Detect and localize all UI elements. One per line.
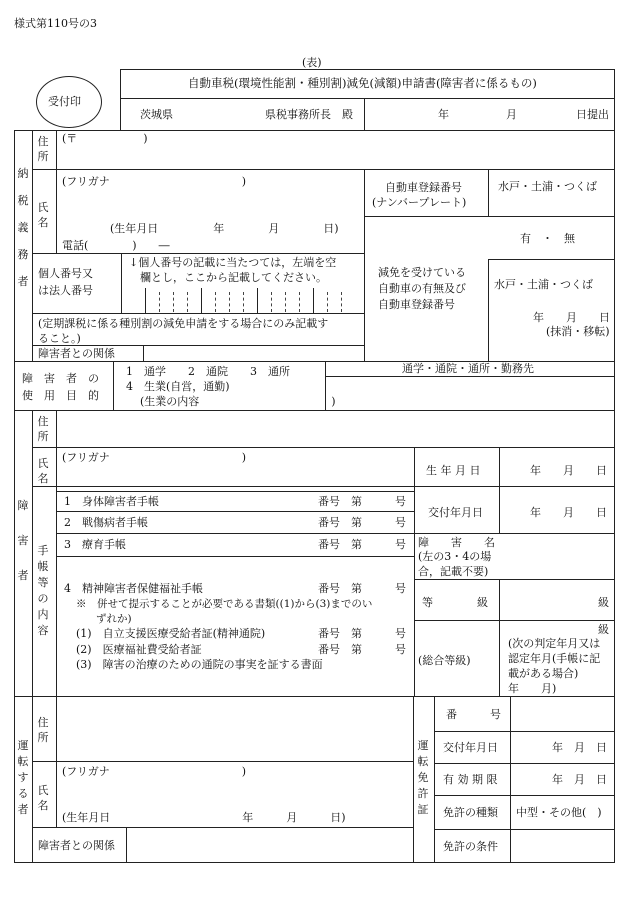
handbook-2: 2 戦傷病者手帳 — [64, 516, 148, 529]
disabled-name-label: 氏 名 — [37, 457, 49, 485]
handbook-label: 手 帳 等 の 内 容 — [37, 544, 49, 637]
purpose-option-1: 1 通学 2 通院 3 通所 — [126, 365, 290, 378]
submit-day: 日提出 — [576, 108, 609, 121]
handbook-4: 4 精神障害者保健福祉手帳 — [64, 582, 203, 595]
disability-name-label-1: 障 害 名 — [418, 536, 495, 549]
license-number-label: 番 号 — [446, 708, 501, 721]
attach-doc-1: (1) 自立支援医療受給者証(精神通院) — [76, 627, 266, 640]
form-number: 様式第110号の3 — [14, 17, 97, 30]
purpose-destination-label: 通学・通院・通所・勤務先 — [402, 362, 534, 375]
handbook-1: 1 身体障害者手帳 — [64, 495, 159, 508]
addressee-office: 県税事務所長 殿 — [265, 108, 353, 121]
purpose-option-3: (生業の内容 ) — [140, 395, 336, 408]
taxpayer-address-label: 住 所 — [37, 135, 49, 163]
license-issue-label: 交付年月日 — [443, 741, 498, 754]
reg-office: 水戸・土浦・つくば — [498, 180, 597, 193]
other-car-label-3: 自動車登録番号 — [378, 298, 455, 311]
total-grade-label: (総合等級) — [418, 654, 471, 667]
form-title: 自動車税(環境性能割・種別割)減免(減額)申請書(障害者に係るもの) — [188, 76, 537, 90]
attach-note-2: ずれか) — [96, 613, 132, 625]
side-label: (表) — [302, 56, 322, 69]
handbook-issue-label: 交付年月日 — [428, 506, 483, 519]
judge-note-2: 認定年月(手帳に記 — [508, 652, 601, 665]
cancel-date: 年 月 日 — [533, 311, 610, 324]
taxpayer-section-label: 納 税 義 務 者 — [17, 167, 29, 288]
grade-value: 級 — [598, 596, 609, 609]
judge-note-4: 年 月) — [508, 682, 557, 695]
mynumber-label-1: 個人番号又 — [38, 267, 93, 280]
reception-stamp-label: 受付印 — [48, 95, 81, 108]
driver-address-label: 住 所 — [37, 716, 49, 744]
total-grade-value: 級 — [598, 623, 609, 636]
taxpayer-postal: (〒 ) — [62, 132, 148, 145]
other-car-umu: 有 ・ 無 — [520, 232, 575, 245]
license-expiry-date: 年 月 日 — [552, 773, 607, 786]
cancel-type: (抹消・移転) — [546, 325, 610, 338]
mynumber-note-2: 欄とし，ここから記載してください。 — [140, 271, 327, 284]
disability-name-label-2: (左の3・4の場 — [418, 550, 492, 563]
license-label: 運 転 免 許 証 — [417, 739, 429, 816]
periodic-note-2: ること。) — [38, 332, 81, 345]
taxpayer-name-label: 氏 名 — [37, 201, 49, 229]
license-expiry-label: 有 効 期 限 — [443, 773, 498, 786]
other-car-label-2: 自動車の有無及び — [378, 282, 466, 295]
purpose-option-2: 4 生業(自営，通勤) — [126, 380, 230, 393]
reg-number-label-1: 自動車登録番号 — [385, 181, 462, 194]
reg-number-label-2: (ナンバープレート) — [372, 196, 467, 209]
disabled-section-label: 障 害 者 — [17, 499, 29, 582]
driver-birth: (生年月日 年 月 日) — [62, 811, 346, 824]
attach-doc-2: (2) 医療福祉費受給者証 — [76, 643, 202, 656]
disability-name-label-3: 合，記載不要) — [418, 565, 489, 578]
license-issue-date: 年 月 日 — [552, 741, 607, 754]
submit-month: 月 — [506, 108, 517, 121]
reg-office-2: 水戸・土浦・つくば — [494, 278, 593, 291]
driver-name-label: 氏 名 — [37, 784, 49, 812]
license-type-label: 免許の種類 — [443, 806, 498, 819]
attach-doc-3: (3) 障害の治療のための通院の事実を証する書面 — [76, 658, 323, 671]
attach-doc-1-number: 番号 第 号 — [318, 627, 406, 640]
taxpayer-phone: 電話( ) ― — [62, 239, 170, 252]
license-type-value: 中型・その他( ) — [516, 806, 602, 819]
judge-note-3: 載がある場合) — [508, 667, 579, 680]
handbook-3: 3 療育手帳 — [64, 538, 126, 551]
disabled-furigana: (フリガナ ) — [62, 451, 247, 464]
attach-doc-2-number: 番号 第 号 — [318, 643, 406, 656]
handbook-2-number: 番号 第 号 — [318, 516, 406, 529]
mynumber-note-1: ↓個人番号の記載に当たつては，左端を空 — [129, 256, 337, 269]
mynumber-label-2: は法人番号 — [38, 284, 93, 297]
handbook-3-number: 番号 第 号 — [318, 538, 406, 551]
purpose-label-1: 障 害 者 の — [22, 372, 99, 385]
license-condition-label: 免許の条件 — [443, 840, 498, 853]
periodic-note-1: (定期課税に係る種別割の減免申請をする場合にのみ記載す — [38, 317, 329, 330]
disabled-birth-label: 生 年 月 日 — [426, 464, 481, 477]
driver-furigana: (フリガナ ) — [62, 765, 247, 778]
driver-relation-label: 障害者との関係 — [38, 839, 115, 852]
addressee-pref: 茨城県 — [140, 108, 173, 121]
handbook-issue-date: 年 月 日 — [530, 506, 607, 519]
handbook-1-number: 番号 第 号 — [318, 495, 406, 508]
attach-note-1: ※ 併せて提示することが必要である書類((1)から(3)までのい — [76, 598, 373, 610]
disabled-birth-date: 年 月 日 — [530, 464, 607, 477]
disabled-address-label: 住 所 — [37, 415, 49, 443]
taxpayer-birth: (生年月日 年 月 日) — [110, 222, 339, 235]
submit-year: 年 — [438, 108, 449, 121]
purpose-label-2: 使 用 目 的 — [22, 389, 99, 402]
taxpayer-furigana: (フリガナ ) — [62, 175, 247, 188]
handbook-4-number: 番号 第 号 — [318, 582, 406, 595]
taxpayer-relation-label: 障害者との関係 — [38, 347, 115, 360]
driver-section-label: 運 転 す る 者 — [17, 739, 29, 816]
grade-label: 等 級 — [422, 596, 488, 609]
other-car-label-1: 減免を受けている — [378, 266, 466, 279]
judge-note-1: (次の判定年月又は — [508, 637, 601, 650]
